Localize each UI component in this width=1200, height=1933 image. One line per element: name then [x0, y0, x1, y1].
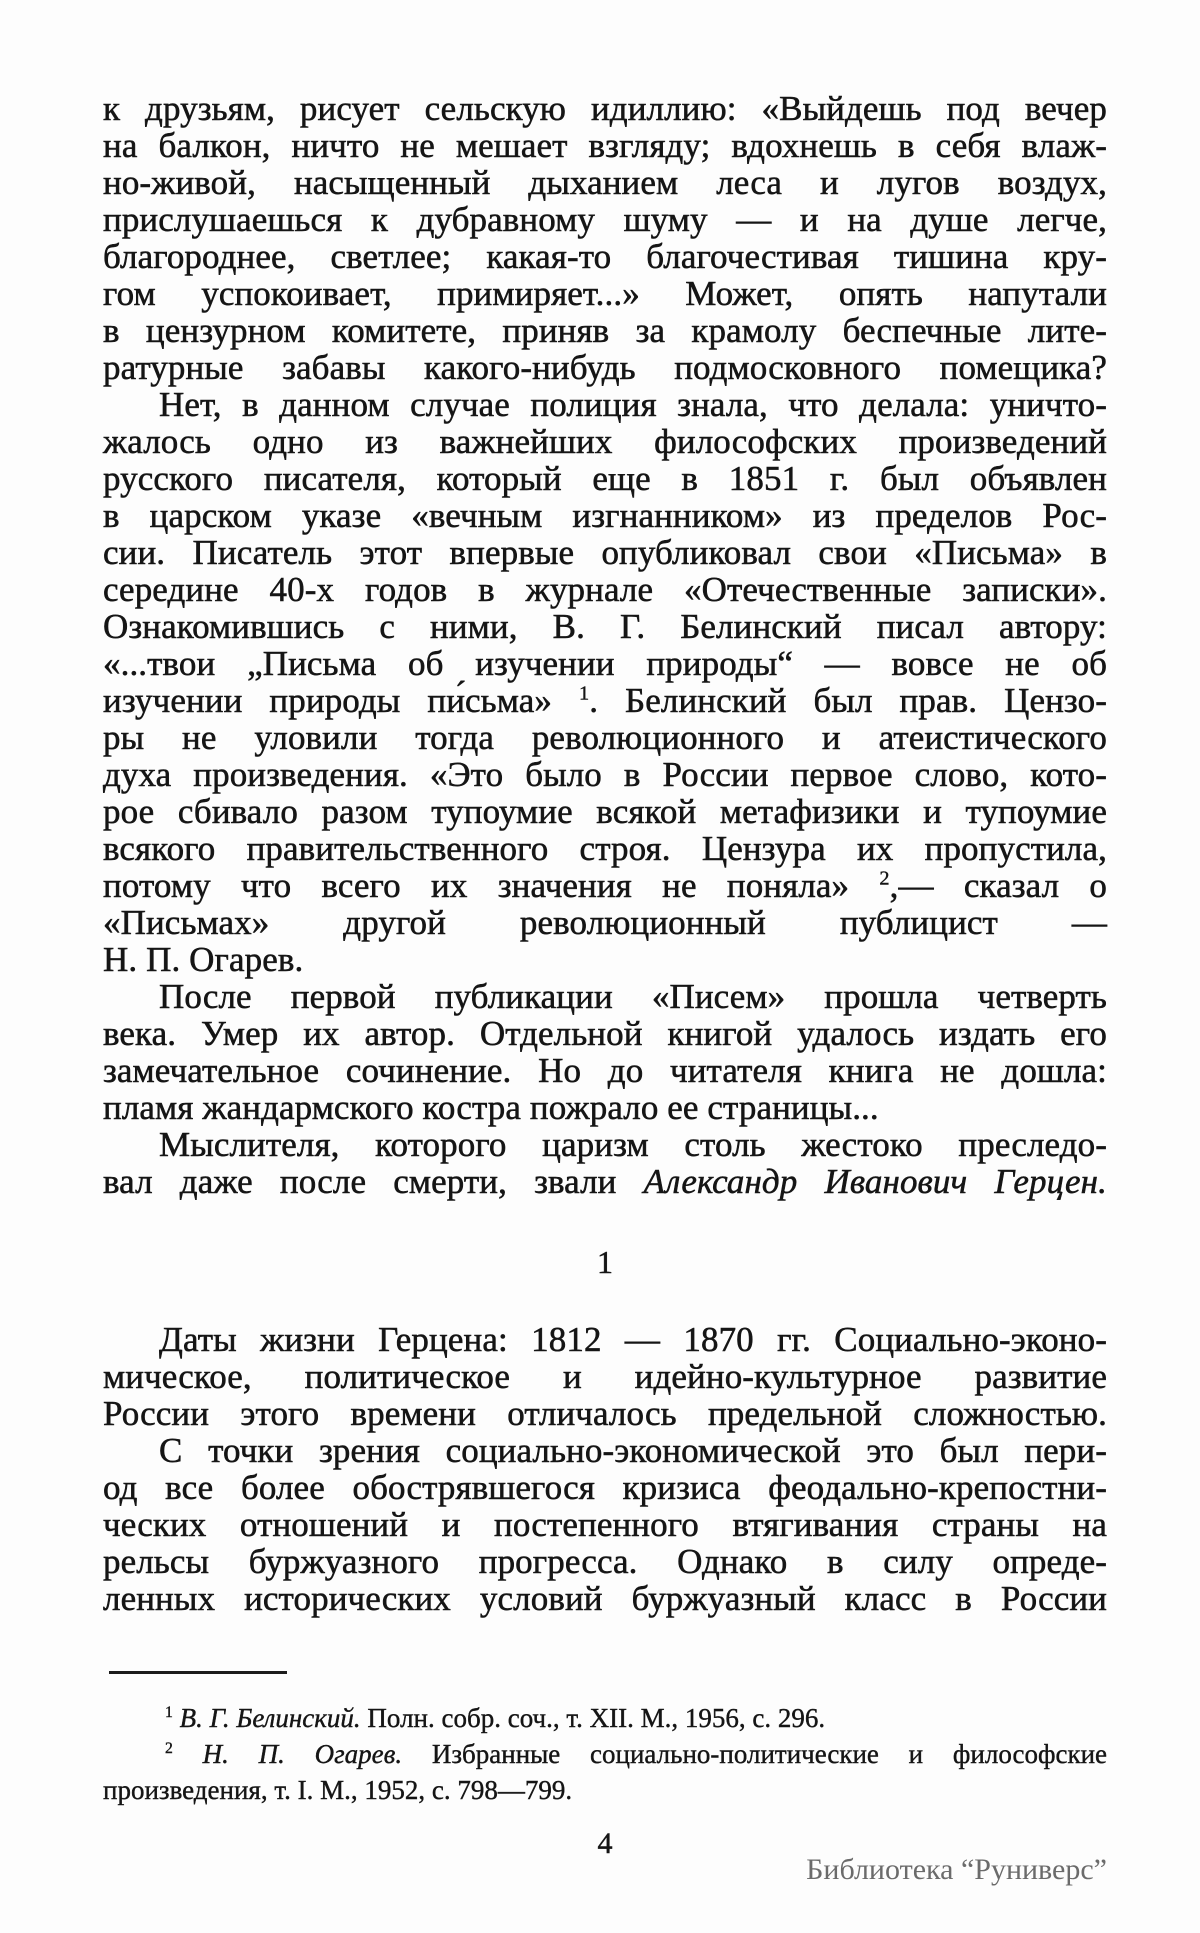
paragraph [103, 1126, 1107, 1200]
text-line [103, 682, 1107, 719]
text-line: рельсы буржуазного прогресса. Однако в силу опреде- [103, 1542, 1107, 1581]
footnote-divider [109, 1671, 287, 1674]
text-line: сии. Писатель этот впервые опубликовал свои «Письма» в [103, 533, 1107, 572]
text-line: «Письмах» другой революционный публицист — [103, 903, 1107, 942]
text-line: После первой публикации «Писем» прошла четверть [159, 977, 1107, 1016]
text-line: ры не уловили тогда революционного и атеистического [103, 718, 1107, 757]
text-segment: Избранные социально-политические и философские [402, 1739, 1107, 1769]
text-line: русского писателя, который еще в 1851 г. был объявлен [103, 459, 1107, 498]
text-line: пламя жандармского костра пожрало ее страницы... [103, 1088, 879, 1127]
text-line: ратурные забавы какого-нибудь подмосковного помещика? [103, 348, 1107, 387]
library-watermark: Библиотека “Руниверс” [806, 1853, 1107, 1886]
body-text [103, 90, 1107, 1617]
text-segment: потому что всего их значения не поняла» [103, 866, 880, 905]
text-line: Даты жизни Герцена: 1812 — 1870 гг. Социально-эконо- [159, 1320, 1107, 1359]
text-segment: вал даже после смерти, звали [103, 1162, 644, 1201]
text-line: века. Умер их автор. Отдельной книгой удалось издать его [103, 1014, 1107, 1053]
footnotes-block [103, 1700, 1107, 1808]
text-line: благороднее, светлее; какая-то благочестивая тишина кру- [103, 237, 1107, 276]
text-line: жалось одно из важнейших философских произведений [103, 422, 1107, 461]
text-line: но-живой, насыщенный дыханием леса и лугов воздух, [103, 163, 1107, 202]
text-line: ленных исторических условий буржуазный класс в России [103, 1579, 1107, 1618]
paragraph [103, 978, 1107, 1126]
text-line: рое сбивало разом тупоумие всякой метафизики и тупоумие [103, 792, 1107, 831]
text-segment: . Белинский был прав. Цензо- [589, 681, 1107, 720]
paragraph [103, 1321, 1107, 1432]
text-line: «...твои „Письма об изучении природы“ — вовсе не об [103, 644, 1107, 683]
text-segment: ,— сказал о [889, 866, 1108, 905]
text-line: С точки зрения социально-экономической это был пери- [159, 1431, 1107, 1470]
footnote-ref: 1 [165, 1704, 173, 1721]
text-line: од все более обострявшегося кризиса феодально-крепостни- [103, 1468, 1107, 1507]
text-segment: Полн. собр. соч., т. XII. М., 1956, с. 296. [360, 1703, 826, 1733]
text-line: России этого времени отличалось предельной сложностью. [103, 1394, 1107, 1433]
text-line: на балкон, ничто не мешает взгляду; вдохнешь в себя влаж- [103, 126, 1107, 165]
section-heading: 1 [597, 1244, 613, 1280]
paragraph [103, 386, 1107, 978]
page-number: 4 [597, 1827, 613, 1860]
text-line: Н. П. Огарев. [103, 940, 304, 979]
text-line: Мыслителя, которого царизм столь жестоко преследо- [159, 1125, 1107, 1164]
text-segment: изучении природы пи́сьма» [103, 681, 579, 720]
text-line: в цензурном комитете, приняв за крамолу беспечные лите- [103, 311, 1107, 350]
footnote-ref: 1 [578, 682, 590, 705]
text-line [103, 1700, 1107, 1736]
italic-text: Н. П. Огарев. [202, 1739, 403, 1769]
text-line: мическое, политическое и идейно-культурное развитие [103, 1357, 1107, 1396]
text-line: середине 40-х годов в журнале «Отечественные записки». [103, 570, 1107, 609]
paragraph [103, 1736, 1107, 1808]
text-line: произведения, т. I. М., 1952, с. 798—799. [103, 1775, 573, 1805]
text-line: духа произведения. «Это было в России первое слово, кото- [103, 755, 1107, 794]
paragraph [103, 1432, 1107, 1617]
paragraph [103, 1700, 1107, 1736]
footnote-ref: 2 [879, 867, 890, 890]
text-line [103, 867, 1107, 904]
text-line: прислушаешься к дубравному шуму — и на душе легче, [103, 200, 1107, 239]
text-segment [173, 1703, 180, 1733]
text-line: в царском указе «вечным изгнанником» из пределов Рос- [103, 496, 1107, 535]
text-line: к друзьям, рисует сельскую идиллию: «Выйдешь под вечер [103, 89, 1107, 128]
text-line: Ознакомившись с ними, В. Г. Белинский писал автору: [103, 607, 1107, 646]
text-line: всякого правительственного строя. Цензура их пропустила, [103, 829, 1107, 868]
text-line: замечательное сочинение. Но до читателя книга не дошла: [103, 1051, 1107, 1090]
text-line: Нет, в данном случае полиция знала, что делала: уничто- [159, 385, 1107, 424]
text-segment [173, 1739, 203, 1769]
footnote-ref: 2 [165, 1740, 173, 1757]
text-line [103, 1163, 1107, 1200]
text-line [103, 1736, 1107, 1772]
text-column [103, 90, 1107, 1860]
italic-text: Александр Иванович Герцен. [643, 1162, 1107, 1201]
italic-text: В. Г. Белинский. [179, 1703, 361, 1733]
paragraph [103, 90, 1107, 386]
text-line: гом успокоивает, примиряет...» Может, опять напутали [103, 274, 1107, 313]
text-line: ческих отношений и постепенного втягивания страны на [103, 1505, 1107, 1544]
